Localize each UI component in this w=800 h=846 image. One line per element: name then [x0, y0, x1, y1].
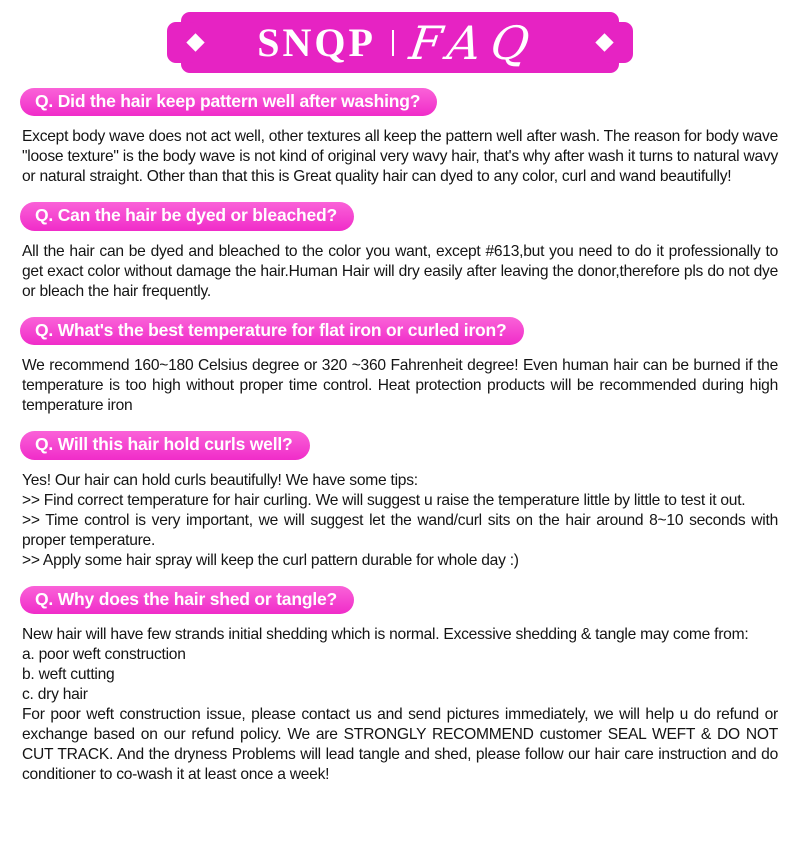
faq-question: Q. Did the hair keep pattern well after washing?	[20, 88, 437, 116]
faq-question: Q. Will this hair hold curls well?	[20, 431, 310, 459]
faq-section	[0, 302, 800, 416]
faq-title: FAQ	[406, 15, 543, 70]
brand-banner	[181, 12, 619, 73]
faq-answer-paragraph: We recommend 160~180 Celsius degree or 320 ~360 Fahrenheit degree! Even human hair can be burned if the temperature is too high without proper time control. Heat protection products will be recommended during high temperature iron	[22, 357, 778, 415]
brand-name: SNQP	[257, 19, 376, 65]
faq-section	[0, 73, 800, 187]
faq-answer	[22, 471, 778, 571]
diamond-left-icon	[186, 33, 204, 51]
faq-answer-paragraph: >> Find correct temperature for hair curling. We will suggest u raise the temperature little by little to test it out.	[22, 491, 746, 509]
faq-answer-paragraph: b. weft cutting	[22, 665, 115, 683]
faq-question: Q. Can the hair be dyed or bleached?	[20, 202, 354, 230]
faq-answer-paragraph: a. poor weft construction	[22, 645, 186, 663]
faq-answer-paragraph: All the hair can be dyed and bleached to the color you want, except #613,but you need to do it professionally to get exact color without damage the hair.Human Hair will dry easily after leaving the donor,therefore pls do not dye or bleach the hair frequently.	[22, 242, 778, 300]
faq-answer-paragraph: >> Time control is very important, we will suggest let the wand/curl sits on the hair around 8~10 seconds with proper temperature.	[22, 511, 778, 549]
faq-answer	[22, 356, 778, 416]
faq-section	[0, 416, 800, 570]
faq-section	[0, 571, 800, 785]
faq-answer	[22, 625, 778, 785]
brand-separator	[392, 30, 394, 56]
faq-answer	[22, 242, 778, 302]
diamond-right-icon	[595, 33, 613, 51]
faq-answer	[22, 127, 778, 187]
banner-wrap	[0, 0, 800, 73]
faq-answer-paragraph: c. dry hair	[22, 685, 88, 703]
faq-answer-paragraph: For poor weft construction issue, please contact us and send pictures immediately, we will help u do refund or exchange based on our refund policy. We are STRONGLY RECOMMEND customer SEAL WEFT & DO NOT CUT TRACK. And the dryness Problems will lead tangle and shed, please follow our hair care instruction and do conditioner to co-wash it at least once a week!	[22, 705, 778, 783]
faq-answer-paragraph: Yes! Our hair can hold curls beautifully! We have some tips:	[22, 471, 418, 489]
faq-answer-paragraph: Except body wave does not act well, other textures all keep the pattern well after wash. The reason for body wave "loose texture" is the body wave is not kind of original very wavy hair, that's why after wash it turns to natural wavy or natural straight. Other than that this is Great quality hair can dyed to any color, curl and wand beautifully!	[22, 128, 778, 186]
faq-answer-paragraph: >> Apply some hair spray will keep the curl pattern durable for whole day :)	[22, 551, 519, 569]
faq-question: Q. Why does the hair shed or tangle?	[20, 586, 354, 614]
faq-section	[0, 187, 800, 301]
faq-answer-paragraph: New hair will have few strands initial shedding which is normal. Excessive shedding & tangle may come from:	[22, 625, 749, 643]
faq-question: Q. What's the best temperature for flat iron or curled iron?	[20, 317, 524, 345]
